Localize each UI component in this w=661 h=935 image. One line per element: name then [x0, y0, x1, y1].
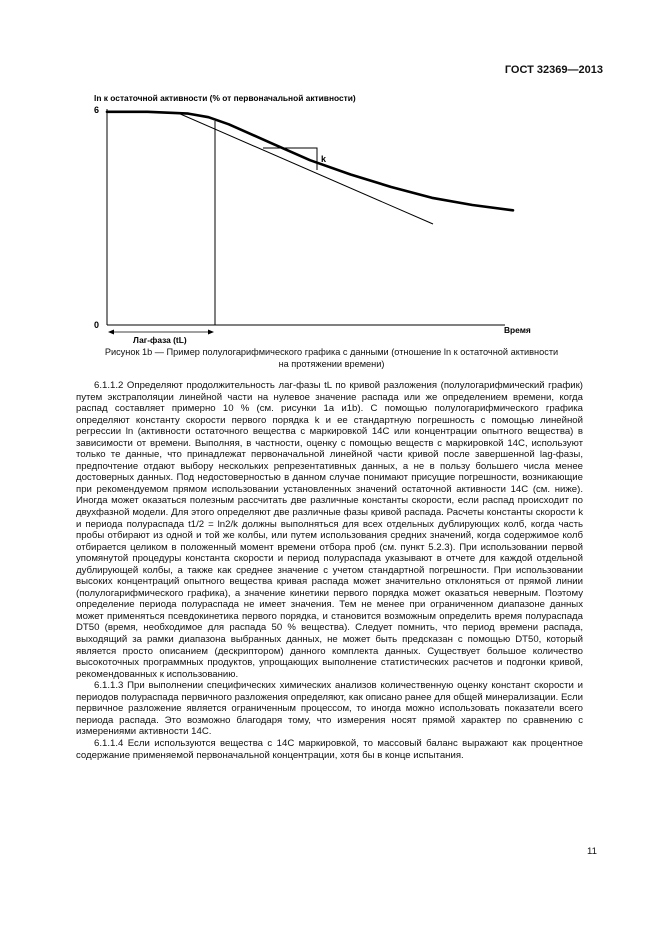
arrow-right-head	[208, 330, 214, 335]
y-tick-zero: 0	[94, 320, 100, 330]
k-label: k	[321, 154, 327, 164]
paragraph-6-1-1-4: 6.1.1.4 Если используются вещества с 14C маркировкой, то массовый баланс выражают как процентное содержание применяемой первоначальной концентрации, хотя бы в конце испытания.	[76, 737, 583, 761]
caption-line-1: Рисунок 1b — Пример полулогарифмического графика с данными (отношение ln к остаточной активности	[104, 347, 559, 357]
y-tick-top: 6	[94, 105, 100, 115]
caption-line-2: на протяжении времени)	[278, 359, 385, 369]
semilog-figure	[0, 0, 661, 345]
document-header: ГОСТ 32369—2013	[504, 64, 603, 76]
arrow-left-head	[108, 330, 114, 335]
page-number: 11	[587, 846, 597, 857]
paragraph-6-1-1-3: 6.1.1.3 При выполнении специфических химических анализов количественную оценку констант скорости и периодов полураспада первичного разложения определяют, как описано ранее для общей минерализации. Если первичное разложение является ограниченным процессом, то иногда можно использовать показатели всего периода распада. Это возможно благодаря тому, что измерения носят прямой характер по сравнению с измерениями активности 14C.	[76, 680, 583, 738]
tangent-line	[178, 113, 433, 224]
x-axis-label: Время	[504, 325, 531, 335]
y-axis-label: ln к остаточной активности (% от первоначальной активности)	[94, 93, 356, 103]
figure-caption	[40, 346, 623, 370]
body-text	[76, 380, 583, 761]
lag-phase-label: Лаг-фаза (tL)	[133, 335, 187, 345]
paragraph-6-1-1-2: 6.1.1.2 Определяют продолжительность лаг-фазы tL по кривой разложения (полулогарифмический график) путем экстраполяции линейной части на нулевое значение распада или же определением времени, когда распад составляет примерно 10 % (см. рисунки 1а и1b). С помощью полулогарифмического графика определяют константу скорости первого порядка k и ее стандартную погрешность с помощью линейной регрессии ln (активности остаточного вещества с маркировкой 14C или концентрации опытного вещества) в зависимости от времени. Выполняя, в частности, оценку с помощью веществ с маркировкой 14C, используют только те данные, что принадлежат первоначальной линейной части кривой после завершенной lag-фазы, предпочтение отдают выбору нескольких репрезентативных данных, а не в пользу большего числа менее достоверных данных. Под недостоверностью в данном случае понимают присущие погрешности, возникающие при рекомендуемом прямом использовании установленных значений остаточной активности 14C (см. ниже). Иногда может оказаться полезным рассчитать две различные константы скорости, если распад происходит по двухфазной модели. Для этого определяют две различные фазы кривой распада. Расчеты константы скорости k и периода полураспада t1/2 = ln2/k должны выполняться для всех отдельных дублирующих колб, когда часть пробы отбирают из одной и той же колбы, или путем использования средних значений, когда содержимое колб отбирается целиком в положенный момент времени отбора проб (см. пункт 5.2.3). При использовании первой упомянутой процедуры константа скорости и период полураспада указывают в отчете для каждой отдельной дублирующей колбы, а также как среднее значение с учетом стандартной погрешности. При использовании высоких концентраций опытного вещества кривая распада может значительно отклоняться от прямой линии (полулогарифмического графика), а значение кинетики первого порядка может оказаться неверным. Поэтому определение периода полураспада не имеет значения. Тем не менее при ограниченном диапазоне данных может применяться псевдокинетика первого порядка, и становится возможным определить время полураспада DT50 (время, необходимое для распада 50 % вещества). Следует помнить, что период времени распада, выходящий за рамки диапазона выбранных данных, не может быть предсказан с помощью DT50, который является просто описанием (дескриптором) данного комплекта данных. Существует большое количество высокоточных программных продуктов, упрощающих выполнение статистических расчетов и подгонки кривой, рекомендованных к использованию.	[76, 380, 583, 680]
decay-curve-series	[107, 112, 513, 211]
